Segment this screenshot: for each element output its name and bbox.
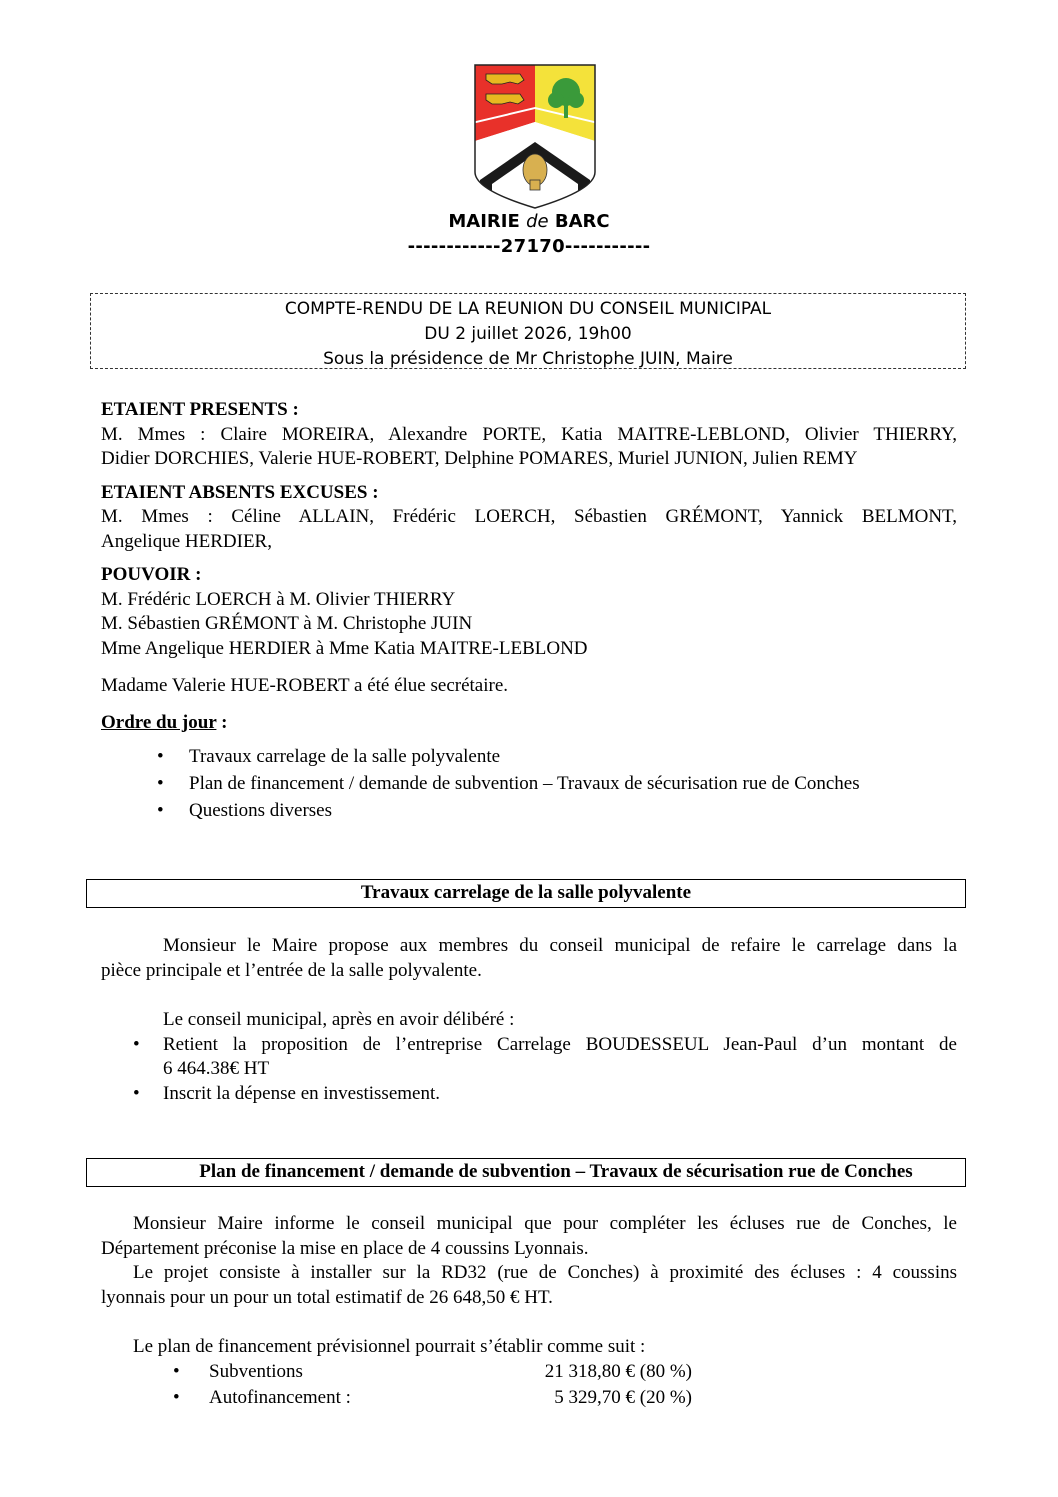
- agenda-item: • Travaux carrelage de la salle polyvalente: [157, 743, 957, 770]
- financing-amount: 5 329,70 € (20 %): [554, 1386, 692, 1408]
- bullet-icon: •: [173, 1360, 180, 1382]
- agenda-colon: :: [216, 711, 228, 733]
- pouvoir-item: M. Frédéric LOERCH à M. Olivier THIERRY: [101, 588, 456, 610]
- financing-row: [101, 1360, 957, 1386]
- agenda-heading: [101, 711, 957, 736]
- bullet-icon: •: [173, 1386, 180, 1408]
- absents-line-1: M. Mmes : Céline ALLAIN, Frédéric LOERCH, Sébastien GRÉMONT, Yannick BELMONT,: [101, 506, 957, 527]
- financing-label: Autofinancement :: [209, 1386, 351, 1408]
- zip-line: ------------27170-----------: [407, 236, 651, 257]
- decision-item: • Retient la proposition de l’entreprise Carrelage BOUDESSEUL Jean-Paul d’un montant de 6 464.38€ HT: [133, 1033, 957, 1079]
- section-2-para-1-line-2: Département préconise la mise en place de 4 coussins Lyonnais.: [101, 1237, 589, 1259]
- agenda-list: [101, 743, 957, 824]
- attendance-section: [101, 398, 957, 824]
- pouvoir-label: POUVOIR :: [101, 564, 202, 585]
- section-1-heading: Travaux carrelage de la salle polyvalente: [86, 879, 966, 908]
- pouvoir-item: Mme Angelique HERDIER à Mme Katia MAITRE-LEBLOND: [101, 637, 588, 659]
- agenda-item: • Questions diverses: [157, 797, 957, 824]
- title-line-1: COMPTE-RENDU DE LA REUNION DU CONSEIL MUNICIPAL: [284, 299, 772, 319]
- bullet-icon: •: [157, 800, 164, 821]
- financing-row: [101, 1386, 957, 1412]
- financing-label: Subventions: [209, 1360, 303, 1382]
- bullet-icon: •: [157, 773, 164, 794]
- presents-line-2: Didier DORCHIES, Valerie HUE-ROBERT, Delphine POMARES, Muriel JUNION, Julien REMY: [101, 448, 858, 469]
- presents-line-1: M. Mmes : Claire MOREIRA, Alexandre PORTE, Katia MAITRE-LEBLOND, Olivier THIERRY,: [101, 423, 957, 445]
- decision-list: [101, 1033, 957, 1107]
- coat-of-arms-logo: [472, 62, 598, 210]
- title-line-3: Sous la présidence de Mr Christophe JUIN, Maire: [323, 349, 733, 369]
- presents-label: ETAIENT PRESENTS :: [101, 399, 299, 420]
- section-1-body: [101, 934, 957, 1106]
- mairie-de: de: [526, 211, 549, 232]
- plan-intro: Le plan de financement prévisionnel pourrait s’établir comme suit :: [133, 1336, 646, 1357]
- secretary-line: Madame Valerie HUE-ROBERT a été élue secrétaire.: [101, 675, 509, 696]
- bullet-icon: •: [133, 1033, 140, 1055]
- pouvoir-item: M. Sébastien GRÉMONT à M. Christophe JUIN: [101, 613, 473, 634]
- mairie-prefix: MAIRIE: [448, 211, 520, 232]
- section-2-para-2-line-1: Le projet consiste à installer sur la RD32 (rue de Conches) à proximité des écluses : 4 coussins: [133, 1262, 957, 1283]
- deliberation-line: Le conseil municipal, après en avoir délibéré :: [163, 1009, 515, 1030]
- agenda-item: • Plan de financement / demande de subvention – Travaux de sécurisation rue de Conches: [157, 770, 957, 797]
- section-1-para-line-2: pièce principale et l’entrée de la salle polyvalente.: [101, 959, 482, 981]
- section-2-body: [101, 1212, 957, 1412]
- section-2-heading: Plan de financement / demande de subvention – Travaux de sécurisation rue de Conches: [86, 1158, 966, 1187]
- agenda-label: Ordre du jour: [101, 711, 217, 733]
- absents-line-2: Angelique HERDIER,: [101, 530, 272, 552]
- mairie-name: [0, 211, 1058, 232]
- financing-amount: 21 318,80 € (80 %): [544, 1360, 692, 1382]
- bullet-icon: •: [133, 1082, 140, 1104]
- absents-label: ETAIENT ABSENTS EXCUSES :: [101, 481, 379, 503]
- bullet-icon: •: [157, 746, 164, 767]
- section-2-para-2-line-2: lyonnais pour un pour un total estimatif de 26 648,50 € HT.: [101, 1286, 553, 1308]
- title-line-2: DU 2 juillet 2026, 19h00: [424, 324, 632, 344]
- decision-item: • Inscrit la dépense en investissement.: [101, 1082, 957, 1107]
- report-title-box: [90, 293, 966, 369]
- section-2-para-1-line-1: Monsieur Maire informe le conseil municipal que pour compléter les écluses rue de Conches, le: [133, 1213, 957, 1234]
- mairie-town: BARC: [554, 211, 610, 232]
- section-1-para-line-1: Monsieur le Maire propose aux membres du conseil municipal de refaire le carrelage dans la: [163, 935, 957, 956]
